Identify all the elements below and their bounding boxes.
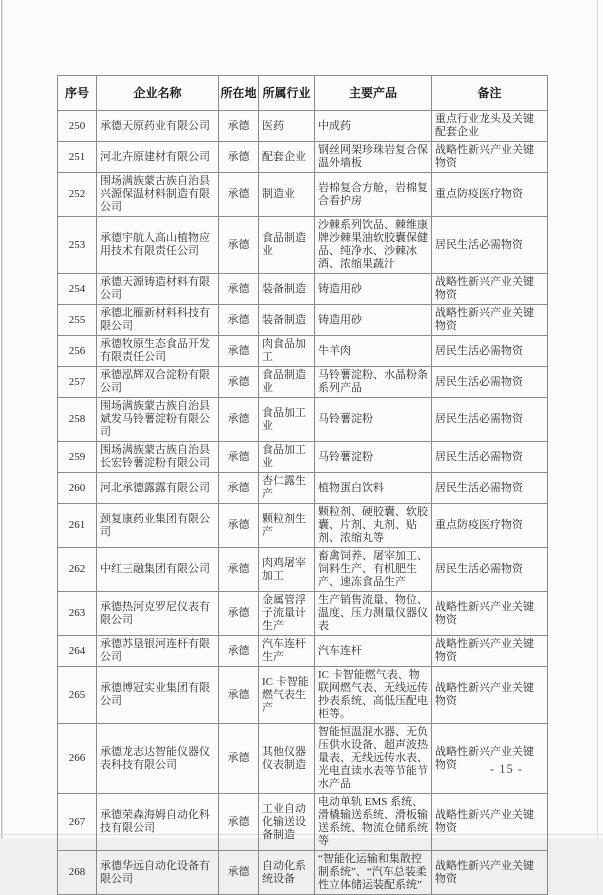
- cell-products: 生产销售流量、物位、温度、压力测量仪器仪表: [315, 592, 432, 636]
- cell-name: 围场满族蒙古族自治县斌发马铃薯淀粉有限公司: [97, 398, 219, 442]
- cell-location: 承德: [219, 305, 259, 336]
- cell-note: 居民生活必需物资: [432, 217, 548, 274]
- cell-no: 263: [58, 592, 97, 636]
- cell-name: 承德牧原生态食品开发有限责任公司: [97, 336, 219, 367]
- cell-name: 承德天原药业有限公司: [97, 111, 219, 142]
- cell-location: 承德: [219, 173, 259, 217]
- cell-industry: 颗粒剂生产: [259, 504, 315, 548]
- cell-products: 铸造用砂: [315, 274, 432, 305]
- table-row: [58, 305, 548, 336]
- cell-name: 承德荣森海姆自动化科技有限公司: [97, 794, 219, 851]
- cell-products: 电动单轨 EMS 系统、滑橇输送系统、滑板输送系统、物流仓储系统等: [315, 794, 432, 851]
- cell-location: 承德: [219, 794, 259, 851]
- cell-products: 岩棉复合方舱，岩棉复合看护房: [315, 173, 432, 217]
- cell-location: 承德: [219, 473, 259, 504]
- header-serial-number: 序号: [58, 76, 97, 111]
- cell-name: 河北承德露露有限公司: [97, 473, 219, 504]
- cell-note: 战略性新兴产业关键物资: [432, 851, 548, 895]
- table-row: [58, 398, 548, 442]
- cell-no: 251: [58, 142, 97, 173]
- cell-note: 重点防疫医疗物资: [432, 504, 548, 548]
- cell-name: 河北卉原建材有限公司: [97, 142, 219, 173]
- cell-name: 承德泓辉双合淀粉有限公司: [97, 367, 219, 398]
- cell-products: 钢丝网架珍珠岩复合保温外墙板: [315, 142, 432, 173]
- table-header: [58, 76, 548, 111]
- cell-industry: 医药: [259, 111, 315, 142]
- table-row: [58, 217, 548, 274]
- cell-note: 居民生活必需物资: [432, 442, 548, 473]
- table-row: [58, 173, 548, 217]
- cell-name: 围场满族蒙古族自治县兴源保温材料制造有限公司: [97, 173, 219, 217]
- header-industry: 所属行业: [259, 76, 315, 111]
- company-supplies-table: [57, 75, 548, 895]
- cell-name: 承德天源铸造材料有限公司: [97, 274, 219, 305]
- cell-location: 承德: [219, 111, 259, 142]
- cell-note: 战略性新兴产业关键物资: [432, 305, 548, 336]
- cell-products: 畜禽饲养、屠宰加工、饲料生产、有机肥生产、速冻食品生产: [315, 548, 432, 592]
- cell-no: 256: [58, 336, 97, 367]
- cell-note: 重点防疫医疗物资: [432, 173, 548, 217]
- cell-note: 居民生活必需物资: [432, 548, 548, 592]
- cell-location: 承德: [219, 274, 259, 305]
- cell-no: 264: [58, 636, 97, 667]
- cell-industry: 肉鸡屠宰加工: [259, 548, 315, 592]
- cell-name: 承德龙志达智能仪器仪表科技有限公司: [97, 724, 219, 794]
- cell-industry: 杏仁露生产: [259, 473, 315, 504]
- cell-industry: 装备制造: [259, 305, 315, 336]
- cell-name: 颈复康药业集团有限公司: [97, 504, 219, 548]
- cell-location: 承德: [219, 367, 259, 398]
- cell-no: 262: [58, 548, 97, 592]
- cell-products: 中成药: [315, 111, 432, 142]
- cell-name: 承德宇航人高山植物应用技术有限责任公司: [97, 217, 219, 274]
- table-row: [58, 548, 548, 592]
- cell-name: 中红三融集团有限公司: [97, 548, 219, 592]
- header-location: 所在地: [219, 76, 259, 111]
- cell-note: 居民生活必需物资: [432, 336, 548, 367]
- cell-location: 承德: [219, 442, 259, 473]
- cell-location: 承德: [219, 592, 259, 636]
- cell-products: 铸造用砂: [315, 305, 432, 336]
- cell-products: 马铃薯淀粉: [315, 442, 432, 473]
- cell-industry: 汽车连杆生产: [259, 636, 315, 667]
- table-row: [58, 336, 548, 367]
- cell-products: 马铃薯淀粉、水晶粉条系列产品: [315, 367, 432, 398]
- cell-industry: 配套企业: [259, 142, 315, 173]
- cell-industry: 装备制造: [259, 274, 315, 305]
- cell-industry: 食品加工业: [259, 398, 315, 442]
- cell-note: 战略性新兴产业关键物资: [432, 724, 548, 794]
- cell-no: 253: [58, 217, 97, 274]
- cell-name: 承德苏垦银河连杆有限公司: [97, 636, 219, 667]
- cell-location: 承德: [219, 636, 259, 667]
- cell-products: “智能化运输和集散控制系统”、“汽车总装柔性立体储运装配系统”: [315, 851, 432, 895]
- cell-products: 智能恒温混水器、无负压供水设备、超声波热量表、无线远传水表、光电直读水表等节能节水产品: [315, 724, 432, 794]
- cell-industry: 自动化系统设备: [259, 851, 315, 895]
- cell-industry: 其他仪器仪表制造: [259, 724, 315, 794]
- cell-industry: 食品加工业: [259, 442, 315, 473]
- cell-products: 牛羊肉: [315, 336, 432, 367]
- header-remarks: 备注: [432, 76, 548, 111]
- cell-industry: IC 卡智能燃气表生产: [259, 667, 315, 724]
- cell-products: 植物蛋白饮料: [315, 473, 432, 504]
- page-number: - 15 -: [489, 762, 523, 776]
- cell-location: 承德: [219, 548, 259, 592]
- table-row: [58, 667, 548, 724]
- cell-no: 252: [58, 173, 97, 217]
- cell-industry: 工业自动化输送设备制造: [259, 794, 315, 851]
- table-row: [58, 274, 548, 305]
- cell-no: 268: [58, 851, 97, 895]
- table-row: [58, 111, 548, 142]
- cell-no: 254: [58, 274, 97, 305]
- table-row: [58, 724, 548, 794]
- cell-note: 居民生活必需物资: [432, 473, 548, 504]
- cell-products: 颗粒剂、硬胶囊、软胶囊、片剂、丸剂、贴剂、浓缩丸等: [315, 504, 432, 548]
- cell-location: 承德: [219, 851, 259, 895]
- cell-note: 战略性新兴产业关键物资: [432, 142, 548, 173]
- cell-name: 围场满族蒙古族自治县长宏铃薯淀粉有限公司: [97, 442, 219, 473]
- table-body: [58, 111, 548, 895]
- table-row: [58, 142, 548, 173]
- header-company-name: 企业名称: [97, 76, 219, 111]
- cell-location: 承德: [219, 667, 259, 724]
- cell-industry: 肉食品加工: [259, 336, 315, 367]
- cell-note: 战略性新兴产业关键物资: [432, 274, 548, 305]
- header-row: [58, 76, 548, 111]
- cell-products: IC 卡智能燃气表、物联网燃气表、无线远传抄表系统、高低压配电柜等。: [315, 667, 432, 724]
- page-left-edge-shadow: [1, 0, 3, 838]
- cell-industry: 制造业: [259, 173, 315, 217]
- cell-name: 承德华远自动化设备有限公司: [97, 851, 219, 895]
- cell-location: 承德: [219, 217, 259, 274]
- cell-note: 战略性新兴产业关键物资: [432, 667, 548, 724]
- cell-no: 250: [58, 111, 97, 142]
- cell-products: 汽车连杆: [315, 636, 432, 667]
- page-right-edge-shadow: [597, 0, 598, 838]
- cell-industry: 金属管浮子流量计生产: [259, 592, 315, 636]
- cell-products: 马铃薯淀粉: [315, 398, 432, 442]
- cell-no: 266: [58, 724, 97, 794]
- cell-no: 267: [58, 794, 97, 851]
- header-main-products: 主要产品: [315, 76, 432, 111]
- table-row: [58, 794, 548, 851]
- cell-location: 承德: [219, 724, 259, 794]
- cell-name: 承德北雁新材料科技有限公司: [97, 305, 219, 336]
- table-row: [58, 504, 548, 548]
- cell-location: 承德: [219, 336, 259, 367]
- table-row: [58, 851, 548, 895]
- cell-no: 265: [58, 667, 97, 724]
- cell-note: 重点行业龙头及关键配套企业: [432, 111, 548, 142]
- cell-note: 战略性新兴产业关键物资: [432, 794, 548, 851]
- cell-no: 255: [58, 305, 97, 336]
- cell-industry: 食品制造业: [259, 367, 315, 398]
- cell-no: 259: [58, 442, 97, 473]
- cell-location: 承德: [219, 142, 259, 173]
- cell-note: 居民生活必需物资: [432, 367, 548, 398]
- cell-no: 258: [58, 398, 97, 442]
- cell-name: 承德热河克罗尼仪表有限公司: [97, 592, 219, 636]
- cell-note: 战略性新兴产业关键物资: [432, 636, 548, 667]
- table-row: [58, 592, 548, 636]
- cell-note: 战略性新兴产业关键物资: [432, 592, 548, 636]
- cell-products: 沙棘系列饮品、棘维康牌沙棘果油软胶囊保健品、纯净水、沙棘冰酒、浓缩果蔬汁: [315, 217, 432, 274]
- table-row: [58, 636, 548, 667]
- cell-name: 承德博冠实业集团有限公司: [97, 667, 219, 724]
- cell-location: 承德: [219, 398, 259, 442]
- cell-industry: 食品制造业: [259, 217, 315, 274]
- table-row: [58, 367, 548, 398]
- table-row: [58, 473, 548, 504]
- table-row: [58, 442, 548, 473]
- cell-location: 承德: [219, 504, 259, 548]
- cell-no: 260: [58, 473, 97, 504]
- cell-no: 261: [58, 504, 97, 548]
- cell-note: 居民生活必需物资: [432, 398, 548, 442]
- cell-no: 257: [58, 367, 97, 398]
